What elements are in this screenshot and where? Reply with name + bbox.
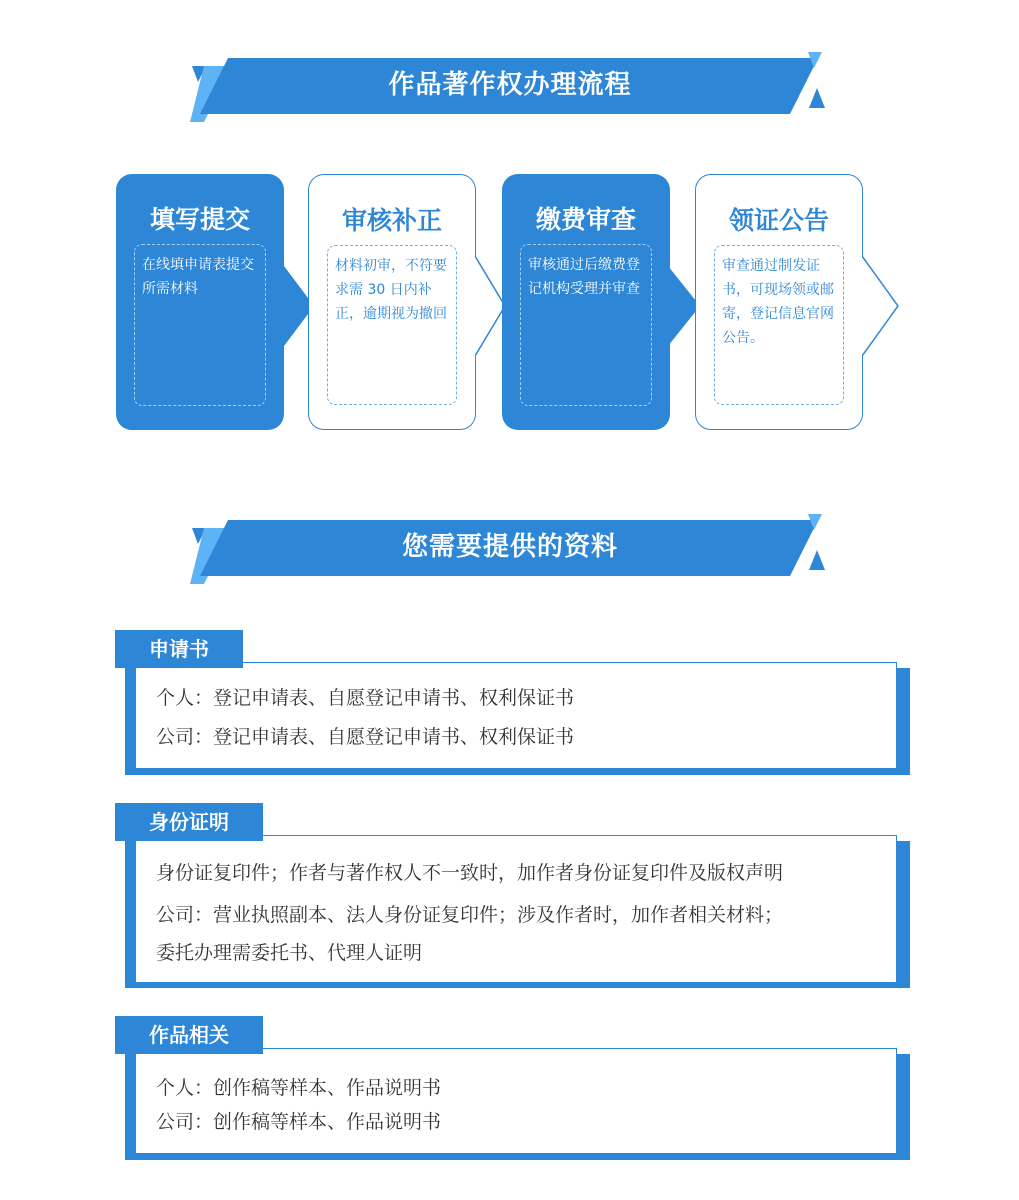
step-title: 填写提交 (149, 205, 250, 234)
process-title: 作品著作权办理流程 (388, 70, 632, 100)
step-title: 缴费审查 (535, 205, 636, 234)
material-line: 委托办理需委托书、代理人证明 (156, 942, 423, 964)
step-desc: 材料初审，不符要求需 30 日内补正，逾期视为撤回 (327, 245, 457, 405)
material-line: 个人：登记申请表、自愿登记申请书、权利保证书 (156, 687, 575, 709)
material-tab: 申请书 (115, 630, 243, 668)
step-certificate-announcement (695, 174, 863, 430)
material-card-work (115, 1016, 910, 1160)
step-payment-examination (502, 174, 670, 430)
material-card-identity (115, 803, 910, 988)
step-desc: 在线填申请表提交所需材料 (134, 244, 266, 406)
step-desc: 审查通过制发证书，可现场领或邮寄，登记信息官网公告。 (714, 245, 844, 405)
material-tab: 作品相关 (115, 1016, 263, 1054)
materials-banner (190, 514, 830, 584)
material-line: 公司：营业执照副本、法人身份证复印件；涉及作者时，加作者相关材料； (156, 904, 784, 926)
material-card-application (115, 630, 910, 775)
material-line: 身份证复印件；作者与著作权人不一致时，加作者身份证复印件及版权声明 (156, 862, 784, 884)
materials-title: 您需要提供的资料 (401, 532, 618, 562)
step-title: 审核补正 (341, 206, 442, 235)
material-tab: 身份证明 (115, 803, 263, 841)
process-banner (190, 52, 830, 122)
arrow-right-icon (862, 174, 902, 430)
step-fill-submit (116, 174, 284, 430)
material-line: 公司：登记申请表、自愿登记申请书、权利保证书 (156, 726, 575, 748)
step-desc: 审核通过后缴费登记机构受理并审查 (520, 244, 652, 406)
material-line: 公司：创作稿等样本、作品说明书 (156, 1111, 442, 1133)
material-line: 个人：创作稿等样本、作品说明书 (156, 1077, 442, 1099)
step-title: 领证公告 (728, 206, 829, 235)
step-review-correction (308, 174, 476, 430)
